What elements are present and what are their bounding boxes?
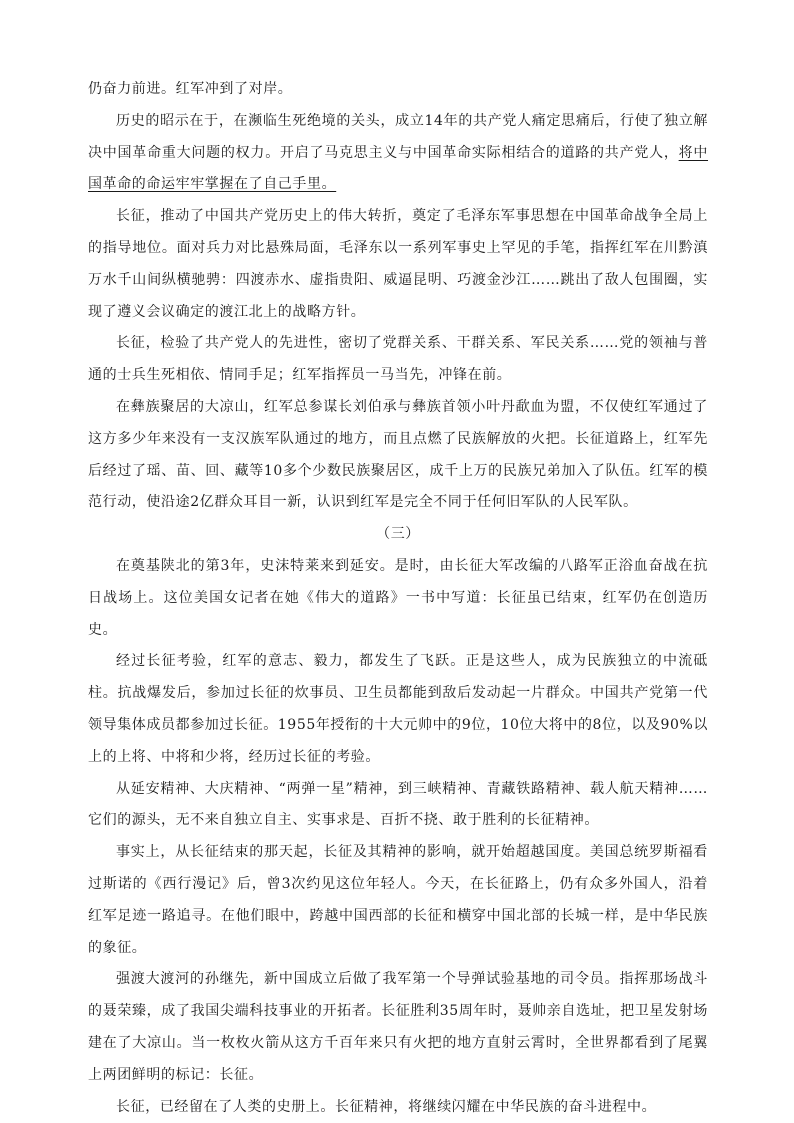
- paragraph-tested-by-long-march: 经过长征考验，红军的意志、毅力，都发生了飞跃。正是这些人，成为民族独立的中流砥柱。抗战爆发后，参加过长征的炊事员、卫生员都能到敌后发动起一片群众。中国共产党第一代领导集体成员都参加过长征。1955年授衔的十大元帅中的9位，10位大将中的8位，以及90%以上的上将、中将和少将，经历过长征的考验。: [88, 653, 708, 765]
- paragraph-historical-lesson: [88, 106, 708, 201]
- paragraph-text: 历史的昭示在于，在濒临生死绝境的关头，成立14年的共产党人痛定思痛后，行使了独立解决中国革命重大问题的权力。开启了马克思主义与中国革命实际相结合的道路的共产党人，: [88, 112, 708, 161]
- paragraph-international-influence: 事实上，从长征结束的那天起，长征及其精神的影响，就开始超越国度。美国总统罗斯福看过斯诺的《西行漫记》后，曾3次约见这位年轻人。今天，在长征路上，仍有众多外国人，沿着红军足迹一路追寻。在他们眼中，跨越中国西部的长征和横穿中国北部的长城一样，是中华民族的象征。: [88, 844, 708, 956]
- underlined-sentence: 将中国革命的命运牢牢掌握在了自己手里。: [88, 144, 709, 193]
- paragraph-conclusion: 长征，已经留在了人类的史册上。长征精神，将继续闪耀在中华民族的奋斗进程中。: [116, 1098, 657, 1115]
- paragraph-turning-point: 长征，推动了中国共产党历史上的伟大转折，奠定了毛泽东军事思想在中国革命战争全局上的指导地位。面对兵力对比悬殊局面，毛泽东以一系列军事史上罕见的手笔，指挥红军在川黔滇万水千山间纵横驰骋：四渡赤水、虚指贵阳、威逼昆明、巧渡金沙江……跳出了敌人包围圈，实现了遵义会议确定的渡江北上的战略方针。: [88, 208, 708, 320]
- paragraph-sun-jixian: 强渡大渡河的孙继先，新中国成立后做了我军第一个导弹试验基地的司令员。指挥那场战斗的聂荣臻，成了我国尖端科技事业的开拓者。长征胜利35周年时，聂帅亲自选址，把卫星发射场建在了大凉山。当一枚枚火箭从这方千百年来只有火把的地方直射云霄时，全世界都看到了尾翼上两团鲜明的标记：长征。: [88, 971, 708, 1083]
- paragraph-daliangshan: 在彝族聚居的大凉山，红军总参谋长刘伯承与彝族首领小叶丹歃血为盟，不仅使红军通过了这方多少年来没有一支汉族军队通过的地方，而且点燃了民族解放的火把。长征道路上，红军先后经过了瑶、苗、回、藏等10多个少数民族聚居区，成千上万的民族兄弟加入了队伍。红军的模范行动，使沿途2亿群众耳目一新，认识到红军是完全不同于任何旧军队的人民军队。: [88, 398, 708, 511]
- section-heading: （三）: [376, 526, 420, 543]
- paragraph-continued: 仍奋力前进。红军冲到了对岸。: [88, 81, 293, 97]
- paragraph-smedley: 在奠基陕北的第3年，史沫特莱来到延安。是时，由长征大军改编的八路军正浴血奋战在抗日战场上。这位美国女记者在她《伟大的道路》一书中写道：长征虽已结束，红军仍在创造历史。: [88, 557, 708, 638]
- paragraph-spirits: 从延安精神、大庆精神、“两弹一星”精神，到三峡精神、青藏铁路精神、载人航天精神……它们的源头，无不来自独立自主、实事求是、百折不挠、敢于胜利的长征精神。: [88, 780, 708, 829]
- paragraph-party-relations: 长征，检验了共产党人的先进性，密切了党群关系、干群关系、军民关系……党的领袖与普通的士兵生死相依、情同手足；红军指挥员一马当先，冲锋在前。: [88, 335, 708, 384]
